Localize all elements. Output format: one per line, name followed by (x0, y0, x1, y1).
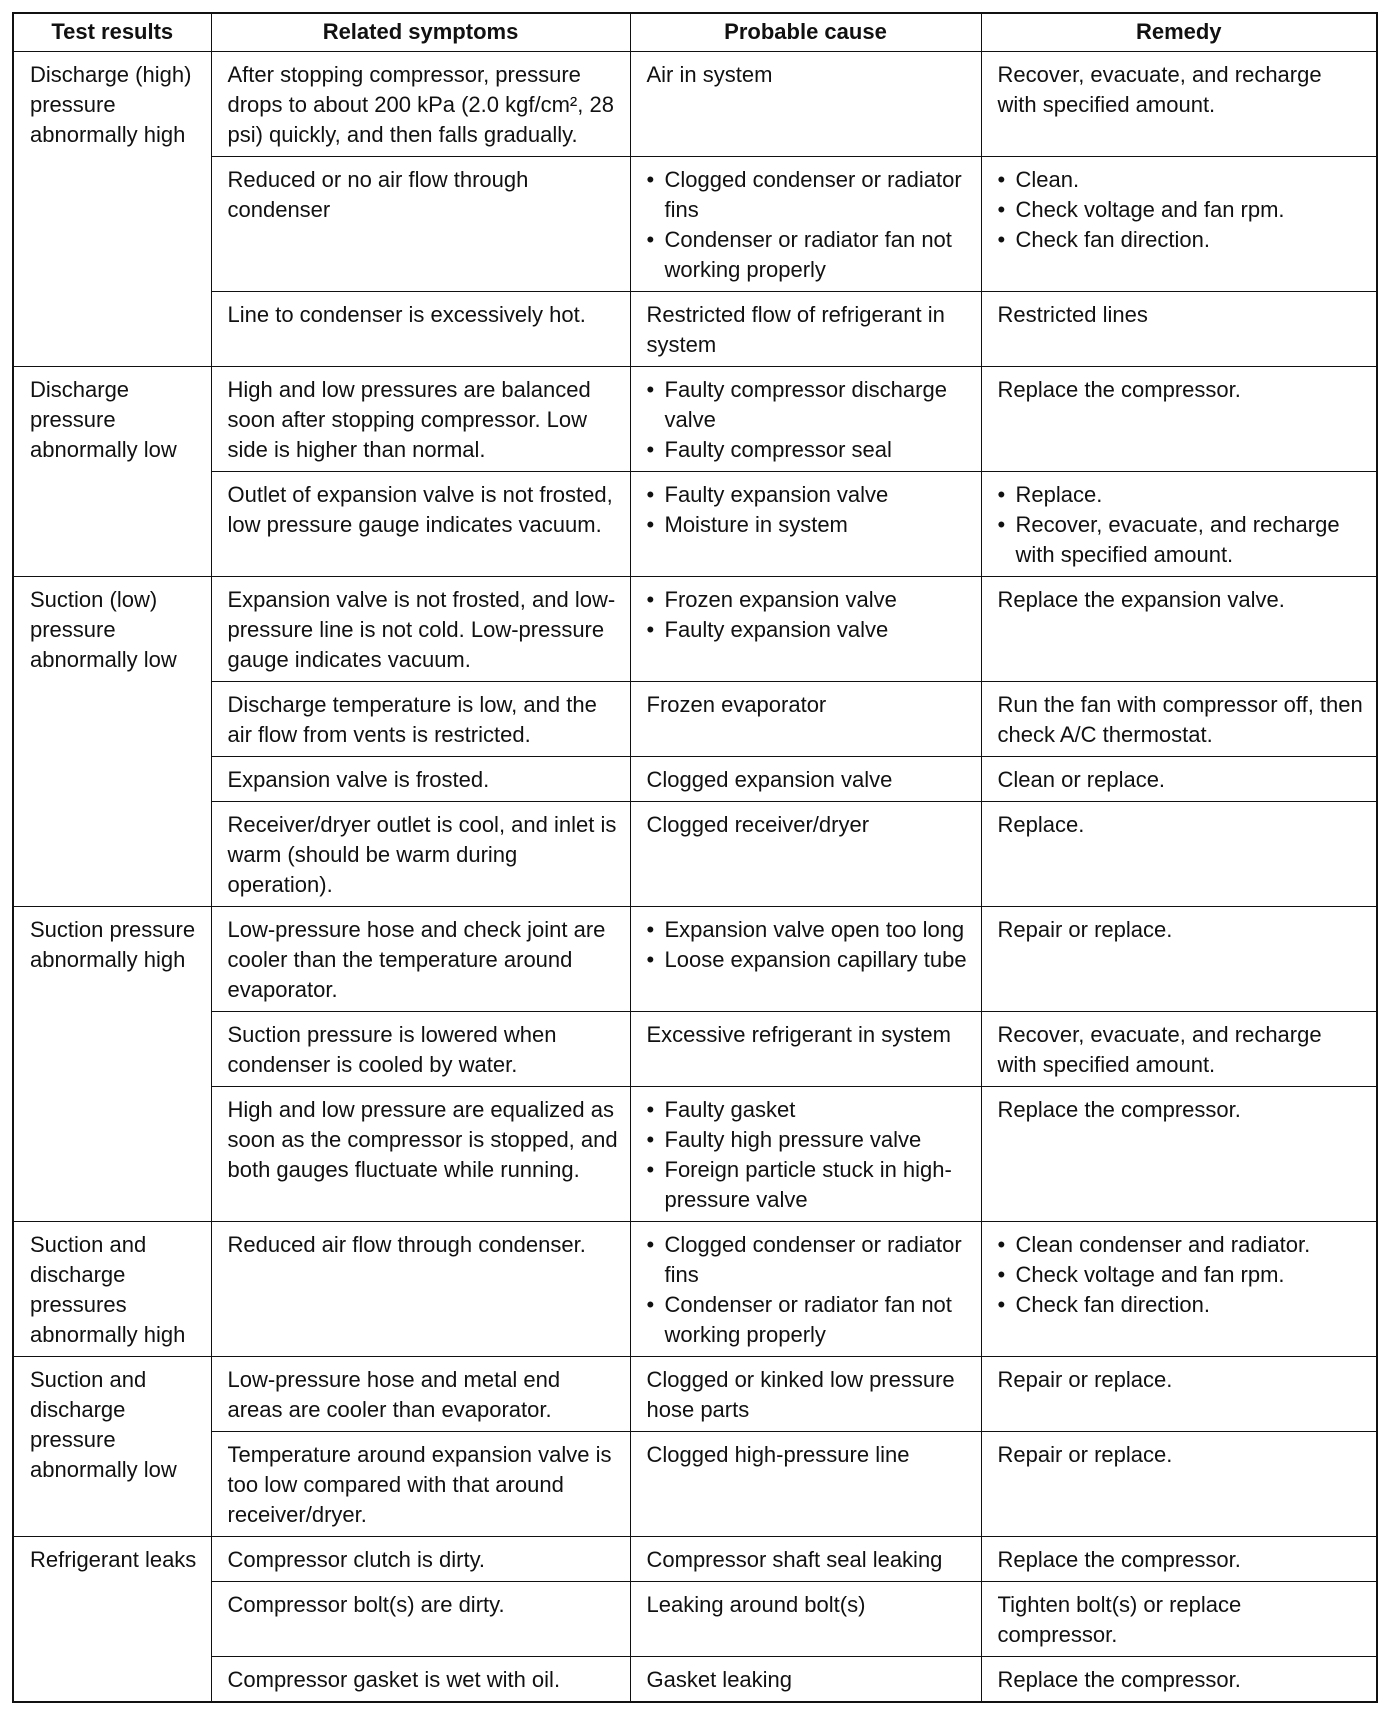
symptom-cell: Line to condenser is excessively hot. (211, 292, 630, 367)
cause-cell (630, 52, 981, 157)
cause-item-text: Clogged condenser or radiator fins (664, 167, 962, 222)
cause-cell (630, 157, 981, 292)
remedy-cell (981, 1432, 1377, 1537)
remedy-bullet-item (998, 510, 1367, 570)
bullet-icon: • (646, 1157, 655, 1182)
remedy-cell (981, 802, 1377, 907)
cause-bullet-item (647, 945, 971, 975)
symptom-cell: Outlet of expansion valve is not frosted, low pressure gauge indicates vacuum. (211, 472, 630, 577)
remedy-item-text: Check fan direction. (1015, 1292, 1210, 1317)
table-row (13, 1582, 1377, 1657)
cause-item-text: Faulty compressor seal (664, 437, 892, 462)
header-test-results: Test results (13, 13, 211, 52)
table-row (13, 367, 1377, 472)
cause-bullet-item (647, 375, 971, 435)
bullet-icon: • (997, 512, 1006, 537)
bullet-icon: • (646, 587, 655, 612)
cause-cell (630, 1432, 981, 1537)
table-row (13, 52, 1377, 157)
test-result-cell: Suction pressure abnormally high (13, 907, 211, 1222)
remedy-cell (981, 577, 1377, 682)
remedy-item-text: Clean. (1015, 167, 1080, 192)
cause-item-text: Condenser or radiator fan not working properly (664, 1292, 952, 1347)
table-row (13, 682, 1377, 757)
cause-text: Leaking around bolt(s) (646, 1592, 866, 1617)
cause-text: Gasket leaking (646, 1667, 793, 1692)
cause-cell (630, 1087, 981, 1222)
remedy-cell (981, 1222, 1377, 1357)
cause-text: Clogged receiver/dryer (646, 812, 870, 837)
bullet-icon: • (997, 227, 1006, 252)
cause-item-text: Loose expansion capillary tube (664, 947, 967, 972)
table-row (13, 907, 1377, 1012)
symptom-cell: Expansion valve is not frosted, and low-pressure line is not cold. Low-pressure gauge indicates vacuum. (211, 577, 630, 682)
test-result-cell: Refrigerant leaks (13, 1537, 211, 1703)
cause-bullet-item (647, 165, 971, 225)
table-row (13, 802, 1377, 907)
remedy-text: Replace. (997, 812, 1085, 837)
bullet-icon: • (646, 1127, 655, 1152)
cause-cell (630, 472, 981, 577)
symptom-cell: Expansion valve is frosted. (211, 757, 630, 802)
cause-bullet-item (647, 480, 971, 510)
remedy-bullet-item (998, 1230, 1367, 1260)
remedy-text: Repair or replace. (997, 1367, 1173, 1392)
test-result-cell: Suction and discharge pressure abnormally low (13, 1357, 211, 1537)
remedy-cell (981, 1357, 1377, 1432)
cause-bullet-item (647, 510, 971, 540)
remedy-cell (981, 1657, 1377, 1703)
cause-bullet-item (647, 1290, 971, 1350)
table-row (13, 577, 1377, 682)
remedy-text: Repair or replace. (997, 1442, 1173, 1467)
cause-text: Clogged high-pressure line (646, 1442, 910, 1467)
remedy-cell (981, 157, 1377, 292)
remedy-text: Repair or replace. (997, 917, 1173, 942)
remedy-cell (981, 757, 1377, 802)
symptom-cell: Compressor gasket is wet with oil. (211, 1657, 630, 1703)
bullet-icon: • (646, 1097, 655, 1122)
cause-bullet-item (647, 585, 971, 615)
cause-item-text: Condenser or radiator fan not working properly (664, 227, 952, 282)
remedy-text: Clean or replace. (997, 767, 1166, 792)
remedy-text: Tighten bolt(s) or replace compressor. (997, 1592, 1242, 1647)
cause-cell (630, 1582, 981, 1657)
remedy-text: Restricted lines (997, 302, 1148, 327)
remedy-cell (981, 1582, 1377, 1657)
remedy-item-text: Check voltage and fan rpm. (1015, 1262, 1285, 1287)
bullet-icon: • (646, 167, 655, 192)
bullet-icon: • (646, 512, 655, 537)
cause-item-text: Faulty gasket (664, 1097, 796, 1122)
cause-item-text: Faulty expansion valve (664, 482, 889, 507)
remedy-cell (981, 367, 1377, 472)
bullet-icon: • (646, 947, 655, 972)
bullet-icon: • (646, 227, 655, 252)
table-body (13, 52, 1377, 1703)
symptom-cell: Discharge temperature is low, and the air flow from vents is restricted. (211, 682, 630, 757)
test-result-cell: Suction and discharge pressures abnormally high (13, 1222, 211, 1357)
cause-bullet-item (647, 1155, 971, 1215)
bullet-icon: • (646, 1292, 655, 1317)
header-remedy: Remedy (981, 13, 1377, 52)
symptom-cell: Reduced air flow through condenser. (211, 1222, 630, 1357)
remedy-cell (981, 1537, 1377, 1582)
remedy-text: Run the fan with compressor off, then check A/C thermostat. (997, 692, 1363, 747)
symptom-cell: Low-pressure hose and check joint are cooler than the temperature around evaporator. (211, 907, 630, 1012)
symptom-cell: Compressor clutch is dirty. (211, 1537, 630, 1582)
cause-cell (630, 1537, 981, 1582)
cause-bullet-item (647, 915, 971, 945)
table-row (13, 1087, 1377, 1222)
table-row (13, 1657, 1377, 1703)
cause-text: Frozen evaporator (646, 692, 827, 717)
remedy-bullet-item (998, 165, 1367, 195)
bullet-icon: • (997, 1292, 1006, 1317)
symptom-cell: Temperature around expansion valve is too low compared with that around receiver/dryer. (211, 1432, 630, 1537)
remedy-text: Recover, evacuate, and recharge with specified amount. (997, 62, 1322, 117)
symptom-cell: Compressor bolt(s) are dirty. (211, 1582, 630, 1657)
cause-item-text: Moisture in system (664, 512, 848, 537)
remedy-item-text: Replace. (1015, 482, 1103, 507)
cause-cell (630, 577, 981, 682)
table-row (13, 1357, 1377, 1432)
cause-item-text: Frozen expansion valve (664, 587, 897, 612)
cause-bullet-item (647, 435, 971, 465)
symptom-cell: Receiver/dryer outlet is cool, and inlet is warm (should be warm during operation). (211, 802, 630, 907)
remedy-cell (981, 682, 1377, 757)
remedy-cell (981, 907, 1377, 1012)
remedy-bullet-item (998, 195, 1367, 225)
cause-bullet-item (647, 1125, 971, 1155)
troubleshooting-table (12, 12, 1378, 1703)
cause-bullet-item (647, 1095, 971, 1125)
symptom-cell: After stopping compressor, pressure drops to about 200 kPa (2.0 kgf/cm², 28 psi) quickly, and then falls gradually. (211, 52, 630, 157)
symptom-cell: Low-pressure hose and metal end areas are cooler than evaporator. (211, 1357, 630, 1432)
bullet-icon: • (646, 917, 655, 942)
cause-text: Clogged or kinked low pressure hose parts (646, 1367, 955, 1422)
remedy-cell (981, 292, 1377, 367)
remedy-bullet-item (998, 225, 1367, 255)
symptom-cell: Reduced or no air flow through condenser (211, 157, 630, 292)
table-row (13, 1222, 1377, 1357)
cause-cell (630, 1222, 981, 1357)
cause-cell (630, 682, 981, 757)
bullet-icon: • (997, 482, 1006, 507)
troubleshooting-sheet (12, 12, 1376, 1703)
remedy-bullet-item (998, 480, 1367, 510)
bullet-icon: • (997, 1232, 1006, 1257)
cause-item-text: Faulty expansion valve (664, 617, 889, 642)
test-result-cell: Suction (low) pressure abnormally low (13, 577, 211, 907)
cause-cell (630, 1012, 981, 1087)
remedy-bullet-item (998, 1290, 1367, 1320)
header-probable-cause: Probable cause (630, 13, 981, 52)
symptom-cell: High and low pressure are equalized as soon as the compressor is stopped, and both gauges fluctuate while running. (211, 1087, 630, 1222)
symptom-cell: High and low pressures are balanced soon after stopping compressor. Low side is higher than normal. (211, 367, 630, 472)
cause-bullet-item (647, 225, 971, 285)
cause-text: Clogged expansion valve (646, 767, 893, 792)
remedy-text: Recover, evacuate, and recharge with specified amount. (997, 1022, 1322, 1077)
cause-cell (630, 367, 981, 472)
remedy-cell (981, 52, 1377, 157)
remedy-item-text: Check fan direction. (1015, 227, 1210, 252)
remedy-text: Replace the compressor. (997, 1547, 1241, 1572)
table-row (13, 472, 1377, 577)
remedy-item-text: Clean condenser and radiator. (1015, 1232, 1311, 1257)
cause-bullet-item (647, 1230, 971, 1290)
cause-text: Compressor shaft seal leaking (646, 1547, 943, 1572)
test-result-cell: Discharge (high) pressure abnormally high (13, 52, 211, 367)
cause-cell (630, 802, 981, 907)
bullet-icon: • (646, 437, 655, 462)
remedy-cell (981, 1012, 1377, 1087)
remedy-cell (981, 1087, 1377, 1222)
table-row (13, 1537, 1377, 1582)
table-row (13, 1012, 1377, 1087)
bullet-icon: • (646, 482, 655, 507)
table-row (13, 292, 1377, 367)
bullet-icon: • (997, 1262, 1006, 1287)
cause-bullet-item (647, 615, 971, 645)
cause-item-text: Expansion valve open too long (664, 917, 965, 942)
bullet-icon: • (997, 197, 1006, 222)
cause-text: Restricted flow of refrigerant in system (646, 302, 945, 357)
table-row (13, 157, 1377, 292)
cause-cell (630, 292, 981, 367)
remedy-cell (981, 472, 1377, 577)
header-related-symptoms: Related symptoms (211, 13, 630, 52)
bullet-icon: • (646, 617, 655, 642)
table-row (13, 757, 1377, 802)
cause-item-text: Faulty high pressure valve (664, 1127, 922, 1152)
header-row (13, 13, 1377, 52)
symptom-cell: Suction pressure is lowered when condenser is cooled by water. (211, 1012, 630, 1087)
cause-text: Excessive refrigerant in system (646, 1022, 951, 1047)
test-result-cell: Discharge pressure abnormally low (13, 367, 211, 577)
cause-cell (630, 1357, 981, 1432)
cause-item-text: Clogged condenser or radiator fins (664, 1232, 962, 1287)
cause-text: Air in system (646, 62, 773, 87)
table-row (13, 1432, 1377, 1537)
remedy-item-text: Check voltage and fan rpm. (1015, 197, 1285, 222)
remedy-text: Replace the compressor. (997, 377, 1241, 402)
remedy-bullet-item (998, 1260, 1367, 1290)
cause-item-text: Faulty compressor discharge valve (664, 377, 947, 432)
cause-cell (630, 907, 981, 1012)
bullet-icon: • (646, 377, 655, 402)
bullet-icon: • (646, 1232, 655, 1257)
remedy-text: Replace the expansion valve. (997, 587, 1285, 612)
bullet-icon: • (997, 167, 1006, 192)
cause-cell (630, 757, 981, 802)
remedy-text: Replace the compressor. (997, 1097, 1241, 1122)
remedy-text: Replace the compressor. (997, 1667, 1241, 1692)
cause-item-text: Foreign particle stuck in high-pressure valve (664, 1157, 952, 1212)
cause-cell (630, 1657, 981, 1703)
remedy-item-text: Recover, evacuate, and recharge with specified amount. (1015, 512, 1340, 567)
